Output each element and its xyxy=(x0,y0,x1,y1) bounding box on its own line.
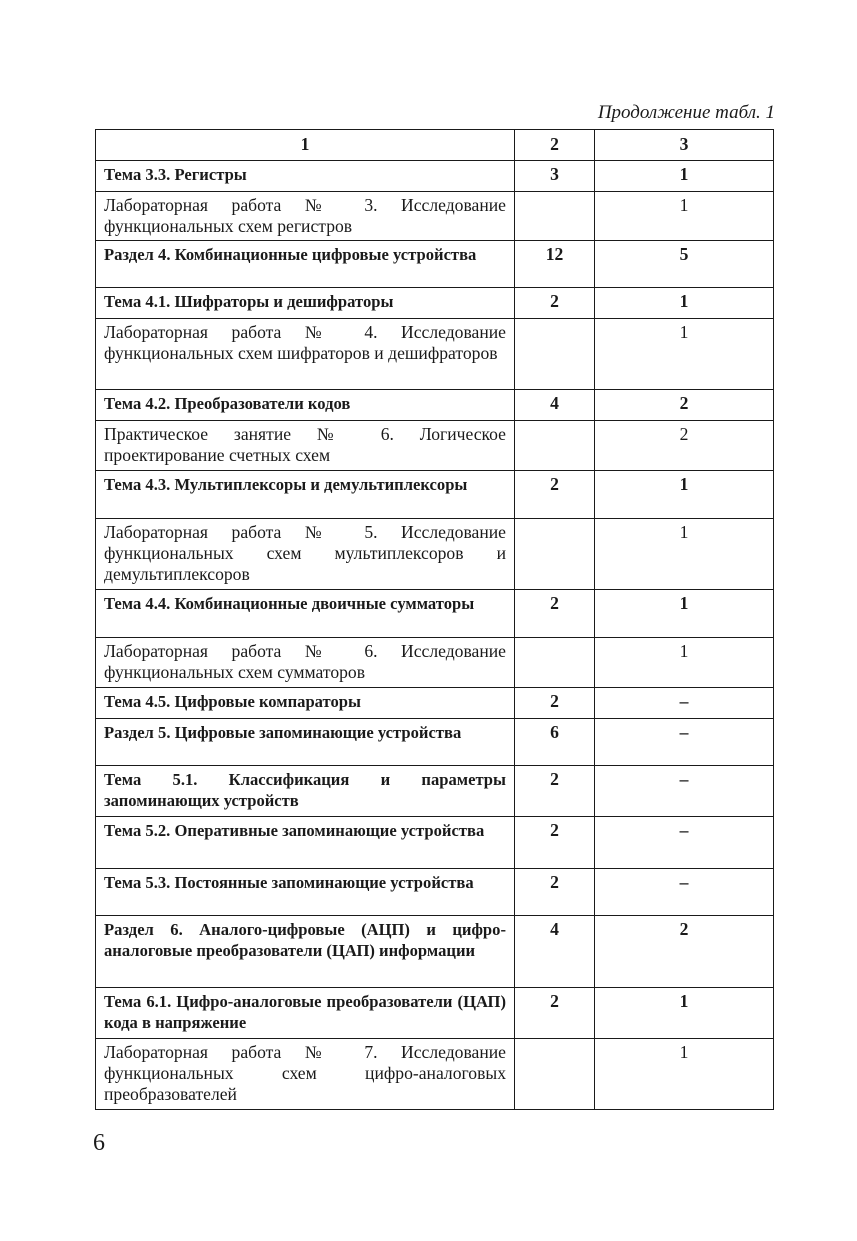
row-topic-cell: Тема 4.3. Мультиплексоры и демультиплексоры xyxy=(96,471,515,519)
table-row xyxy=(96,638,774,688)
row-hours-cell: 4 xyxy=(515,916,595,988)
row-topic-cell: Тема 4.1. Шифраторы и дешифраторы xyxy=(96,288,515,319)
row-practice-hours-cell: 1 xyxy=(595,1039,774,1110)
table-row xyxy=(96,869,774,916)
row-hours-cell xyxy=(515,192,595,241)
row-hours-cell xyxy=(515,319,595,390)
row-hours-cell: 4 xyxy=(515,390,595,421)
row-hours-cell xyxy=(515,1039,595,1110)
row-topic-cell: Лабораторная работа № 7. Исследование функциональных схем цифро-аналоговых преобразователей xyxy=(96,1039,515,1110)
row-hours-cell: 3 xyxy=(515,161,595,192)
row-practice-hours-cell: 5 xyxy=(595,241,774,288)
table-row xyxy=(96,519,774,590)
row-practice-hours-cell: – xyxy=(595,869,774,916)
row-topic-cell: Лабораторная работа № 3. Исследование функциональных схем регистров xyxy=(96,192,515,241)
row-hours-cell: 2 xyxy=(515,988,595,1039)
table-row xyxy=(96,390,774,421)
table-body xyxy=(96,130,774,1110)
row-hours-cell: 2 xyxy=(515,688,595,719)
row-practice-hours-cell: 2 xyxy=(595,390,774,421)
row-topic-cell: Тема 4.2. Преобразователи кодов xyxy=(96,390,515,421)
row-practice-hours-cell: 1 xyxy=(595,590,774,638)
row-practice-hours-cell: 1 xyxy=(595,192,774,241)
row-hours-cell: 2 xyxy=(515,590,595,638)
table-row xyxy=(96,161,774,192)
row-topic-cell: Лабораторная работа № 4. Исследование функциональных схем шифраторов и дешифраторов xyxy=(96,319,515,390)
row-hours-cell: 2 xyxy=(515,869,595,916)
row-practice-hours-cell: 1 xyxy=(595,319,774,390)
row-hours-cell xyxy=(515,421,595,471)
row-practice-hours-cell: – xyxy=(595,817,774,869)
row-topic-cell: Практическое занятие № 6. Логическое проектирование счетных схем xyxy=(96,421,515,471)
table-row xyxy=(96,421,774,471)
table-row xyxy=(96,766,774,817)
page-number: 6 xyxy=(93,1130,105,1156)
curriculum-table xyxy=(95,129,774,1110)
row-practice-hours-cell: 1 xyxy=(595,161,774,192)
row-topic-cell: Тема 4.5. Цифровые компараторы xyxy=(96,688,515,719)
row-topic-cell: Тема 6.1. Цифро-аналоговые преобразователи (ЦАП) кода в напряжение xyxy=(96,988,515,1039)
table-row xyxy=(96,288,774,319)
header-col-1: 1 xyxy=(96,130,515,161)
row-hours-cell: 2 xyxy=(515,288,595,319)
row-practice-hours-cell: – xyxy=(595,719,774,766)
row-hours-cell: 6 xyxy=(515,719,595,766)
table-row xyxy=(96,192,774,241)
table-row xyxy=(96,988,774,1039)
row-topic-cell: Лабораторная работа № 5. Исследование функциональных схем мультиплексоров и демультиплексоров xyxy=(96,519,515,590)
row-hours-cell xyxy=(515,519,595,590)
row-practice-hours-cell: – xyxy=(595,688,774,719)
row-topic-cell: Раздел 6. Аналого-цифровые (АЦП) и цифро-аналоговые преобразователи (ЦАП) информации xyxy=(96,916,515,988)
row-practice-hours-cell: 2 xyxy=(595,916,774,988)
row-topic-cell: Лабораторная работа № 6. Исследование функциональных схем сумматоров xyxy=(96,638,515,688)
row-topic-cell: Тема 5.2. Оперативные запоминающие устройства xyxy=(96,817,515,869)
row-practice-hours-cell: – xyxy=(595,766,774,817)
table-row xyxy=(96,719,774,766)
row-practice-hours-cell: 2 xyxy=(595,421,774,471)
header-col-2: 2 xyxy=(515,130,595,161)
row-practice-hours-cell: 1 xyxy=(595,288,774,319)
row-topic-cell: Тема 5.1. Классификация и параметры запоминающих устройств xyxy=(96,766,515,817)
row-topic-cell: Раздел 5. Цифровые запоминающие устройства xyxy=(96,719,515,766)
row-hours-cell: 2 xyxy=(515,471,595,519)
row-hours-cell: 12 xyxy=(515,241,595,288)
row-topic-cell: Тема 5.3. Постоянные запоминающие устройства xyxy=(96,869,515,916)
table-row xyxy=(96,1039,774,1110)
table-row xyxy=(96,916,774,988)
table-row xyxy=(96,241,774,288)
row-practice-hours-cell: 1 xyxy=(595,638,774,688)
table-row xyxy=(96,319,774,390)
table-row xyxy=(96,688,774,719)
row-practice-hours-cell: 1 xyxy=(595,471,774,519)
row-hours-cell: 2 xyxy=(515,817,595,869)
row-topic-cell: Тема 3.3. Регистры xyxy=(96,161,515,192)
row-topic-cell: Тема 4.4. Комбинационные двоичные сумматоры xyxy=(96,590,515,638)
table-row xyxy=(96,471,774,519)
table-header-row xyxy=(96,130,774,161)
row-topic-cell: Раздел 4. Комбинационные цифровые устройства xyxy=(96,241,515,288)
table-row xyxy=(96,817,774,869)
row-hours-cell xyxy=(515,638,595,688)
row-practice-hours-cell: 1 xyxy=(595,519,774,590)
table-row xyxy=(96,590,774,638)
row-hours-cell: 2 xyxy=(515,766,595,817)
row-practice-hours-cell: 1 xyxy=(595,988,774,1039)
table-caption: Продолжение табл. 1 xyxy=(597,102,775,123)
header-col-3: 3 xyxy=(595,130,774,161)
